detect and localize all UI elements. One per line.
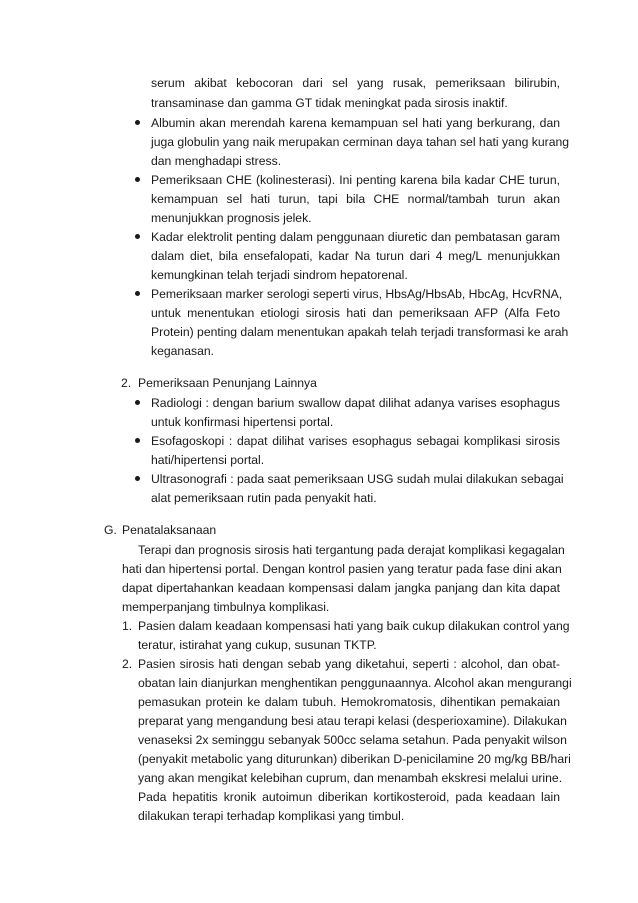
text-line: kemungkinan telah terjadi sindrom hepatorenal. bbox=[151, 268, 408, 282]
text-line: Pemeriksaan marker serologi seperti virus, HbsAg/HbsAb, HbcAg, HcvRNA, bbox=[151, 287, 563, 301]
bullet-dot bbox=[135, 438, 140, 443]
bullet-dot bbox=[135, 291, 140, 296]
text-line: Esofagoskopi : dapat dilihat varises esophagus sebagai komplikasi sirosis bbox=[151, 434, 560, 448]
text-line: preparat yang mengandung besi atau terapi kelasi (desperioxamine). Dilakukan bbox=[138, 714, 567, 728]
text-line: Pemeriksaan CHE (kolinesterasi). Ini penting karena bila kadar CHE turun, bbox=[151, 173, 560, 187]
bullet-dot bbox=[135, 234, 140, 239]
text-line: Pasien sirosis hati dengan sebab yang diketahui, seperti : alcohol, dan obat- bbox=[138, 657, 560, 671]
text-line: Kadar elektrolit penting dalam penggunaan diuretic dan pembatasan garam bbox=[151, 230, 560, 244]
text-line: Radiologi : dengan barium swallow dapat dilihat adanya varises esophagus bbox=[151, 396, 560, 410]
text-line: Protein) penting dalam menentukan apakah telah terjadi transformasi ke arah bbox=[151, 325, 569, 339]
text-line: kemampuan sel hati turun, tapi bila CHE normal/tambah turun akan bbox=[151, 192, 560, 206]
text-line: Ultrasonografi : pada saat pemeriksaan USG sudah mulai dilakukan sebagai bbox=[151, 472, 564, 486]
bullet-dot bbox=[135, 400, 140, 405]
bullet-dot bbox=[135, 120, 140, 125]
text-line: alat pemeriksaan rutin pada penyakit hati. bbox=[151, 491, 377, 505]
list-number: 2. bbox=[121, 376, 132, 390]
text-line: pemasukan protein ke dalam tubuh. Hemokromatosis, dihentikan pemakaian bbox=[138, 695, 560, 709]
text-line: transaminase dan gamma GT tidak meningkat pada sirosis inaktif. bbox=[151, 96, 508, 110]
text-line: (penyakit metabolic yang diturunkan) diberikan D-penicilamine 20 mg/kg BB/hari bbox=[138, 752, 571, 766]
list-number: 2. bbox=[122, 657, 133, 671]
text-line: venaseksi 2x seminggu sebanyak 500cc selama setahun. Pada penyakit wilson bbox=[138, 733, 567, 747]
text-line: untuk konfirmasi hipertensi portal. bbox=[151, 415, 334, 429]
text-line: obatan lain dianjurkan menghentikan penggunaannya. Alcohol akan mengurangi bbox=[138, 676, 572, 690]
section-letter: G. bbox=[104, 523, 117, 537]
text-line: Albumin akan merendah karena kemampuan sel hati yang berkurang, dan bbox=[151, 116, 560, 130]
bullet-dot bbox=[135, 476, 140, 481]
text-line: keganasan. bbox=[151, 344, 215, 358]
subheading: Pemeriksaan Penunjang Lainnya bbox=[138, 376, 317, 390]
text-line: teratur, istirahat yang cukup, susunan TKTP. bbox=[138, 638, 377, 652]
text-line: serum akibat kebocoran dari sel yang rusak, pemeriksaan bilirubin, bbox=[151, 76, 560, 90]
text-line: yang akan mengikat kelebihan cuprum, dan menambah ekskresi melalui urine. bbox=[138, 771, 563, 785]
text-line: dalam diet, bila ensefalopati, kadar Na turun dari 4 meg/L menunjukkan bbox=[151, 249, 560, 263]
text-line: untuk menentukan etiologi sirosis hati dan pemeriksaan AFP (Alfa Feto bbox=[151, 306, 560, 320]
text-line: hati/hipertensi portal. bbox=[151, 453, 265, 467]
text-line: dapat dipertahankan keadaan kompensasi dalam jangka panjang dan kita dapat bbox=[122, 581, 560, 595]
text-line: dilakukan terapi terhadap komplikasi yang timbul. bbox=[138, 809, 405, 823]
section-title: Penatalaksanaan bbox=[122, 523, 217, 537]
list-number: 1. bbox=[122, 619, 133, 633]
text-line: dan menghadapi stress. bbox=[151, 154, 282, 168]
bullet-dot bbox=[135, 177, 140, 182]
text-line: memperpanjang timbulnya komplikasi. bbox=[122, 600, 330, 614]
text-line: hati dan hipertensi portal. Dengan kontrol pasien yang teratur pada fase dini akan bbox=[122, 562, 562, 576]
text-line: juga globulin yang naik merupakan cerminan daya tahan sel hati yang kurang bbox=[151, 135, 570, 149]
text-line: Pasien dalam keadaan kompensasi hati yang baik cukup dilakukan control yang bbox=[138, 619, 570, 633]
text-line: Terapi dan prognosis sirosis hati tergantung pada derajat komplikasi kegagalan bbox=[138, 543, 565, 557]
text-line: menunjukkan prognosis jelek. bbox=[151, 211, 312, 225]
text-line: Pada hepatitis kronik autoimun diberikan kortikosteroid, pada keadaan lain bbox=[138, 790, 560, 804]
